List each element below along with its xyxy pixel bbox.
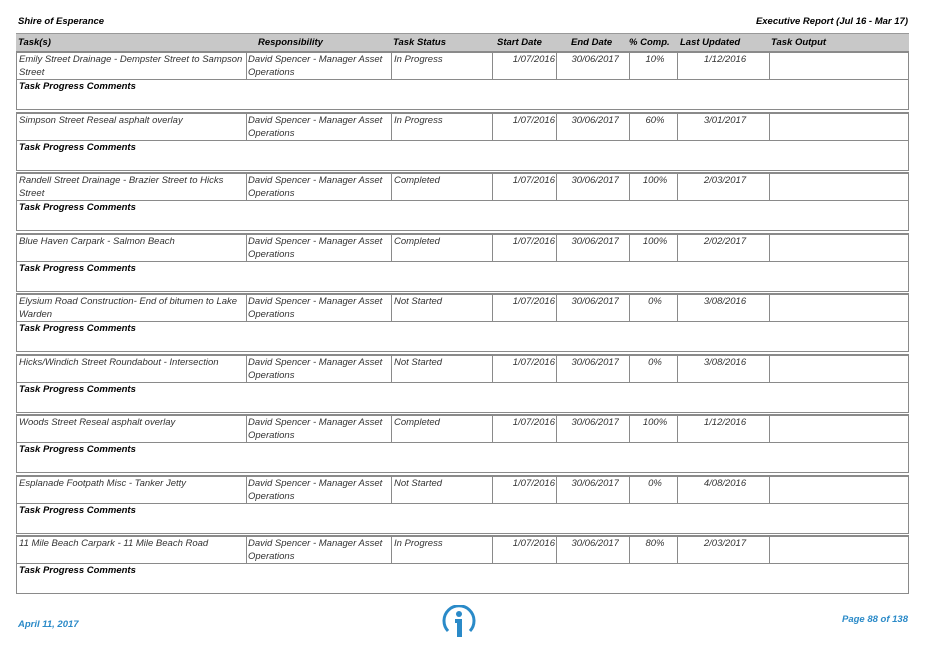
task-block: [16, 112, 909, 173]
comments-label: Task Progress Comments: [19, 383, 136, 395]
cell-last-updated: 2/03/2017: [703, 538, 747, 549]
cell-last-updated: 3/01/2017: [703, 114, 747, 126]
table-row: [16, 172, 909, 201]
col-status: Task Status: [393, 37, 446, 48]
cell-task-output: [772, 537, 902, 563]
column-divider: [769, 416, 770, 442]
cell-end-date: 30/06/2017: [571, 538, 619, 549]
cell-responsibility: David Spencer - Manager Asset Operations: [248, 477, 383, 502]
comments-label: Task Progress Comments: [19, 504, 136, 516]
comments-label: Task Progress Comments: [19, 262, 136, 274]
column-divider: [246, 356, 247, 382]
cell-task: 11 Mile Beach Carpark - 11 Mile Beach Road: [19, 538, 209, 549]
cell-last-updated: 3/08/2016: [703, 356, 747, 368]
cell-percent-complete: 100%: [642, 235, 668, 247]
cell-end-date: 30/06/2017: [571, 356, 619, 368]
cell-start-date: 1/07/2016: [512, 356, 555, 368]
task-block: [16, 475, 909, 536]
cell-responsibility: David Spencer - Manager Asset Operations: [248, 417, 383, 441]
cell-responsibility: David Spencer - Manager Asset Operations: [248, 114, 383, 139]
column-divider: [769, 477, 770, 503]
cell-status: Not Started: [394, 356, 443, 368]
cell-task: Emily Street Drainage - Dempster Street to Sampson Street: [19, 54, 243, 78]
comments-label: Task Progress Comments: [19, 565, 136, 576]
task-block: [16, 51, 909, 112]
cell-responsibility: David Spencer - Manager Asset Operations: [248, 356, 383, 381]
cell-percent-complete: 10%: [645, 54, 665, 65]
cell-start-date: 1/07/2016: [512, 235, 555, 247]
cell-task-output: [772, 477, 902, 503]
cell-responsibility: David Spencer - Manager Asset Operations: [248, 235, 383, 260]
table-row: [16, 354, 909, 383]
cell-start-date: 1/07/2016: [512, 54, 555, 65]
table-row: [16, 475, 909, 504]
table-row: [16, 414, 909, 443]
column-divider: [246, 537, 247, 563]
column-divider: [391, 53, 392, 79]
column-divider: [391, 416, 392, 442]
cell-status: Not Started: [394, 296, 443, 307]
task-progress-comments: [16, 200, 909, 231]
cell-responsibility: David Spencer - Manager Asset Operations: [248, 54, 383, 78]
task-progress-comments: [16, 321, 909, 352]
task-progress-comments: [16, 503, 909, 534]
column-divider: [769, 114, 770, 140]
cell-percent-complete: 60%: [645, 114, 665, 126]
column-divider: [769, 295, 770, 321]
comments-label: Task Progress Comments: [19, 323, 136, 334]
column-divider: [246, 477, 247, 503]
task-progress-comments: [16, 261, 909, 292]
column-divider: [769, 53, 770, 79]
column-divider: [391, 537, 392, 563]
cell-last-updated: 1/12/2016: [703, 54, 747, 65]
cell-end-date: 30/06/2017: [571, 477, 619, 489]
cell-responsibility: David Spencer - Manager Asset Operations: [248, 175, 383, 199]
cell-last-updated: 2/02/2017: [703, 235, 747, 247]
col-start-date: Start Date: [497, 37, 542, 48]
comments-label: Task Progress Comments: [19, 444, 136, 455]
task-block: [16, 414, 909, 475]
task-progress-comments: [16, 382, 909, 413]
cell-task-output: [772, 416, 902, 442]
cell-percent-complete: 80%: [645, 538, 665, 549]
cell-end-date: 30/06/2017: [571, 114, 619, 126]
col-percent-complete: % Comp.: [629, 37, 670, 48]
cell-task: Hicks/Windich Street Roundabout - Intersection: [19, 356, 219, 368]
cell-end-date: 30/06/2017: [571, 54, 619, 65]
task-progress-comments: [16, 140, 909, 171]
cell-task: Randell Street Drainage - Brazier Street to Hicks Street: [19, 175, 224, 199]
table-row: [16, 51, 909, 80]
cell-task-output: [772, 114, 902, 140]
cell-status: In Progress: [394, 54, 443, 65]
column-divider: [769, 235, 770, 261]
column-divider: [391, 174, 392, 200]
col-task-output: Task Output: [771, 37, 827, 48]
cell-task-output: [772, 235, 902, 261]
cell-responsibility: David Spencer - Manager Asset Operations: [248, 538, 383, 562]
col-responsibility: Responsibility: [258, 37, 323, 48]
page-number: Page 88 of 138: [841, 614, 908, 625]
organization-name: Shire of Esperance: [18, 16, 105, 27]
cell-end-date: 30/06/2017: [571, 417, 619, 428]
column-divider: [769, 174, 770, 200]
column-divider: [246, 295, 247, 321]
cell-start-date: 1/07/2016: [512, 114, 555, 126]
cell-percent-complete: 0%: [648, 477, 662, 489]
cell-start-date: 1/07/2016: [512, 175, 555, 186]
cell-last-updated: 2/03/2017: [703, 175, 747, 186]
column-divider: [246, 114, 247, 140]
task-progress-comments: [16, 563, 909, 594]
cell-task-output: [772, 295, 902, 321]
cell-status: Completed: [394, 417, 440, 428]
cell-task-output: [772, 53, 902, 79]
comments-label: Task Progress Comments: [19, 202, 136, 213]
column-divider: [391, 235, 392, 261]
column-divider: [246, 235, 247, 261]
cell-responsibility: David Spencer - Manager Asset Operations: [248, 296, 383, 320]
cell-percent-complete: 100%: [642, 175, 668, 186]
column-divider: [391, 114, 392, 140]
task-block: [16, 172, 909, 233]
column-divider: [391, 477, 392, 503]
col-last-updated: Last Updated: [680, 37, 741, 48]
cell-task-output: [772, 174, 902, 200]
footer-date: April 11, 2017: [18, 619, 79, 630]
column-divider: [391, 356, 392, 382]
cell-task: Simpson Street Reseal asphalt overlay: [19, 114, 183, 126]
column-divider: [769, 356, 770, 382]
cell-percent-complete: 100%: [642, 417, 668, 428]
cell-last-updated: 1/12/2016: [703, 417, 747, 428]
info-i-logo-icon: [440, 605, 478, 639]
col-end-date: End Date: [571, 37, 613, 48]
table-row: [16, 535, 909, 564]
cell-task-output: [772, 356, 902, 382]
task-progress-comments: [16, 79, 909, 110]
col-task: Task(s): [18, 37, 51, 48]
column-divider: [246, 416, 247, 442]
table-row: [16, 112, 909, 141]
cell-status: Completed: [394, 175, 440, 186]
table-row: [16, 293, 909, 322]
cell-end-date: 30/06/2017: [571, 235, 619, 247]
cell-status: Not Started: [394, 477, 443, 489]
comments-label: Task Progress Comments: [19, 141, 136, 153]
cell-last-updated: 3/08/2016: [703, 296, 747, 307]
cell-percent-complete: 0%: [648, 296, 662, 307]
comments-label: Task Progress Comments: [19, 81, 136, 92]
report-title: Executive Report (Jul 16 - Mar 17): [755, 16, 908, 27]
cell-task: Woods Street Reseal asphalt overlay: [19, 417, 176, 428]
cell-start-date: 1/07/2016: [512, 477, 555, 489]
cell-end-date: 30/06/2017: [571, 175, 619, 186]
cell-start-date: 1/07/2016: [512, 538, 555, 549]
cell-status: Completed: [394, 235, 440, 247]
column-divider: [391, 295, 392, 321]
task-progress-comments: [16, 442, 909, 473]
cell-start-date: 1/07/2016: [512, 417, 555, 428]
task-block: [16, 233, 909, 294]
cell-task: Blue Haven Carpark - Salmon Beach: [19, 235, 175, 247]
cell-status: In Progress: [394, 538, 443, 549]
task-block: [16, 293, 909, 354]
task-table: [16, 51, 909, 596]
column-divider: [246, 174, 247, 200]
cell-task: Elysium Road Construction- End of bitumen to Lake Warden: [19, 296, 238, 320]
table-row: [16, 233, 909, 262]
cell-last-updated: 4/08/2016: [703, 477, 747, 489]
cell-start-date: 1/07/2016: [512, 296, 555, 307]
task-block: [16, 535, 909, 596]
cell-status: In Progress: [394, 114, 443, 126]
column-divider: [246, 53, 247, 79]
cell-task: Esplanade Footpath Misc - Tanker Jetty: [19, 477, 187, 489]
cell-end-date: 30/06/2017: [571, 296, 619, 307]
column-divider: [769, 537, 770, 563]
cell-percent-complete: 0%: [648, 356, 662, 368]
task-block: [16, 354, 909, 415]
